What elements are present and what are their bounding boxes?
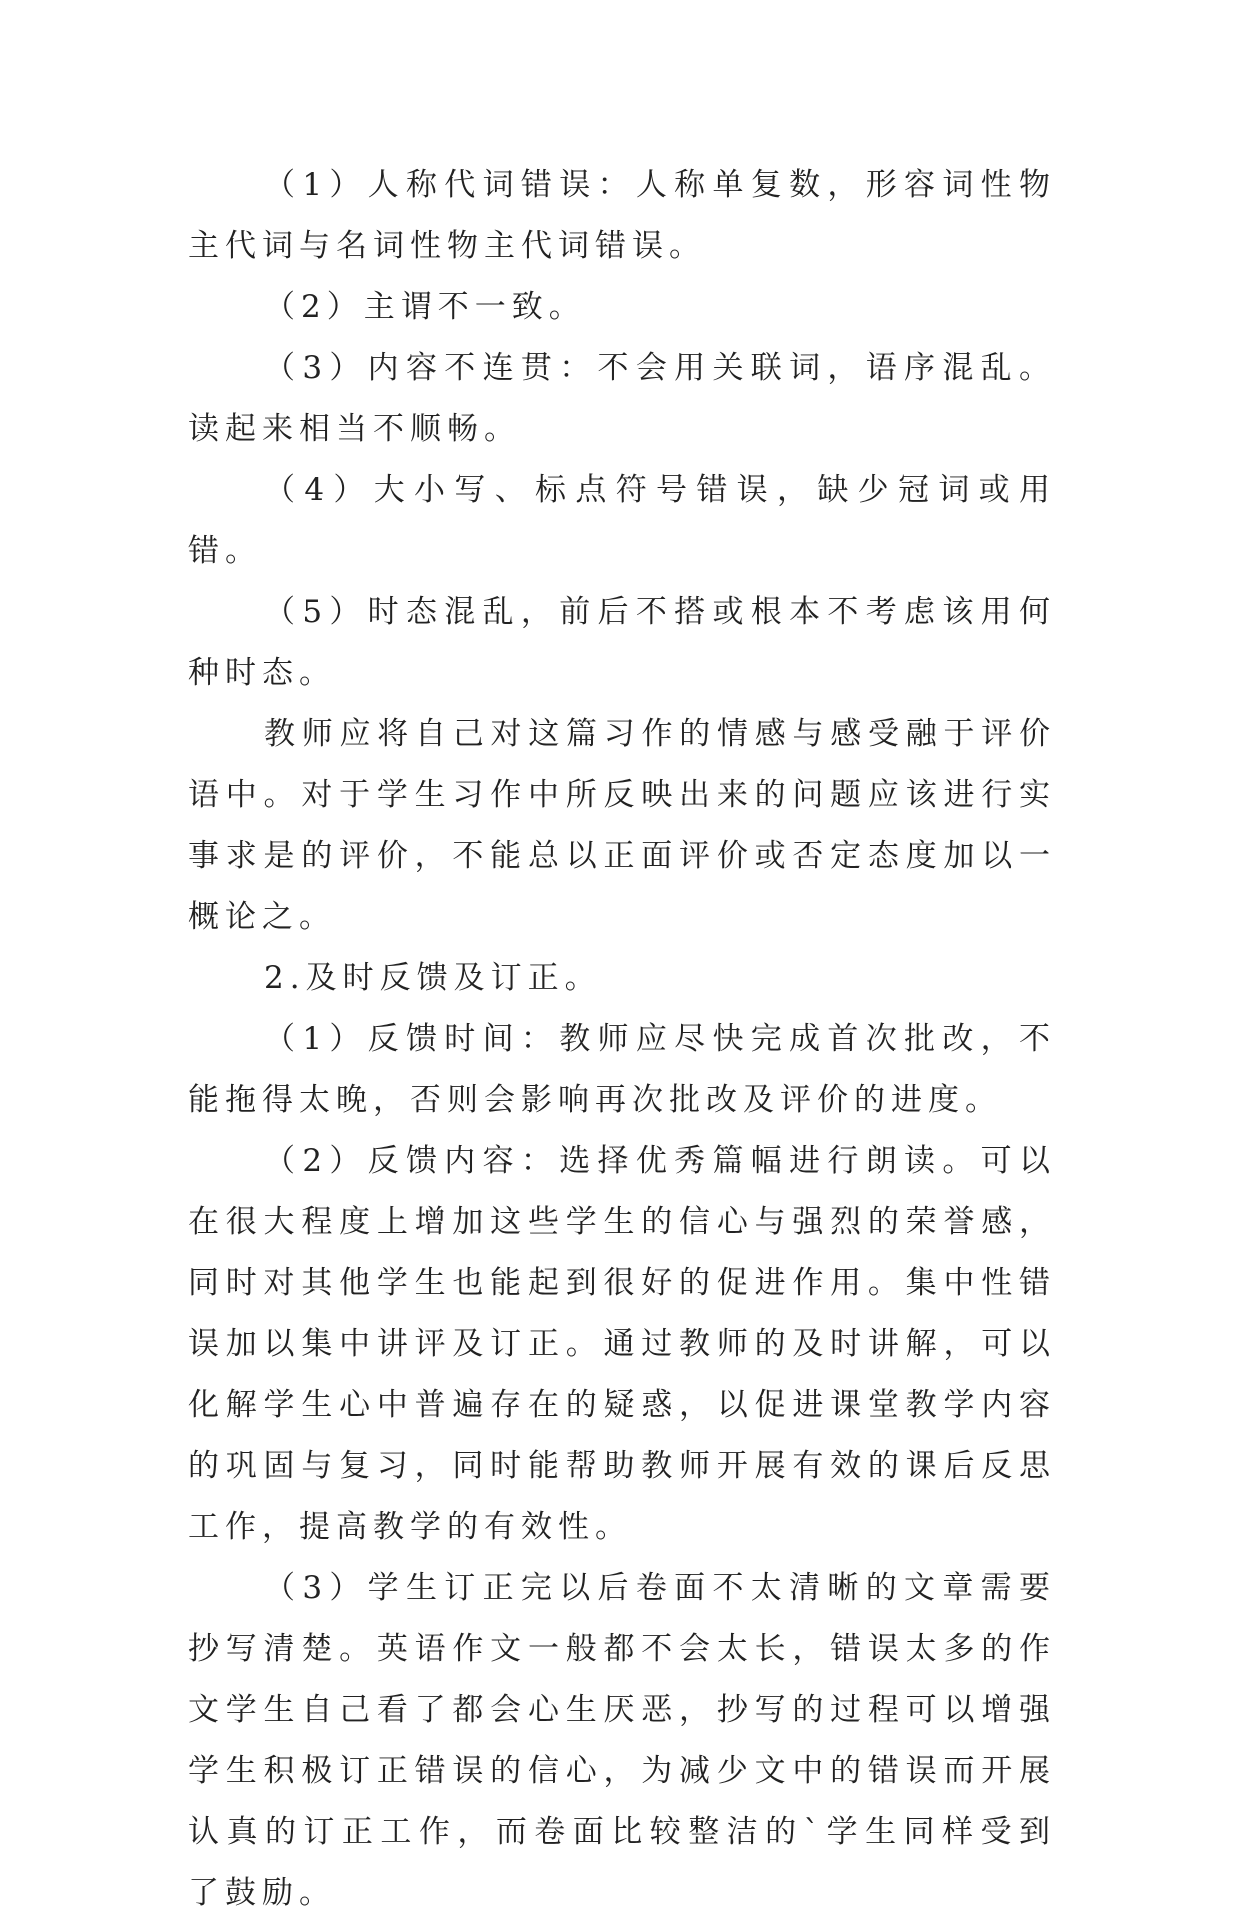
paragraph-feedback-content: （2）反馈内容：选择优秀篇幅进行朗读。可以在很大程度上增加这些学生的信心与强烈的荣誉感，同时对其他学生也能起到很好的促进作用。集中性错误加以集中讲评及订正。通过教师的及时讲解，可以化解学生心中普遍存在的疑惑，以促进课堂教学内容的巩固与复习，同时能帮助教师开展有效的课后反思工作，提高教学的有效性。 [188, 1143, 1056, 1545]
section-heading-feedback: 2.及时反馈及订正。 [264, 960, 602, 996]
paragraph-feedback-time: （1）反馈时间：教师应尽快完成首次批改，不能拖得太晚，否则会影响再次批改及评价的进度。 [188, 1021, 1056, 1118]
paragraph-teacher-evaluation: 教师应将自己对这篇习作的情感与感受融于评价语中。对于学生习作中所反映出来的问题应该进行实事求是的评价，不能总以正面评价或否定态度加以一概论之。 [188, 716, 1056, 935]
paragraph-tense: （5）时态混乱，前后不搭或根本不考虑该用何种时态。 [188, 594, 1056, 691]
paragraph-rewrite: （3）学生订正完以后卷面不太清晰的文章需要抄写清楚。英语作文一般都不会太长，错误太多的作文学生自己看了都会心生厌恶，抄写的过程可以增强学生积极订正错误的信心，为减少文中的错误而开展认真的订正工作，而卷面比较整洁的`学生同样受到了鼓励。 [188, 1570, 1056, 1911]
document-body [188, 155, 1056, 1924]
paragraph-punctuation: （4）大小写、标点符号错误，缺少冠词或用错。 [188, 472, 1056, 569]
paragraph-subject-verb: （2）主谓不一致。 [264, 289, 586, 325]
paragraph-pronoun-errors: （1）人称代词错误：人称单复数，形容词性物主代词与名词性物主代词错误。 [188, 167, 1056, 264]
paragraph-coherence: （3）内容不连贯：不会用关联词，语序混乱。读起来相当不顺畅。 [188, 350, 1056, 447]
